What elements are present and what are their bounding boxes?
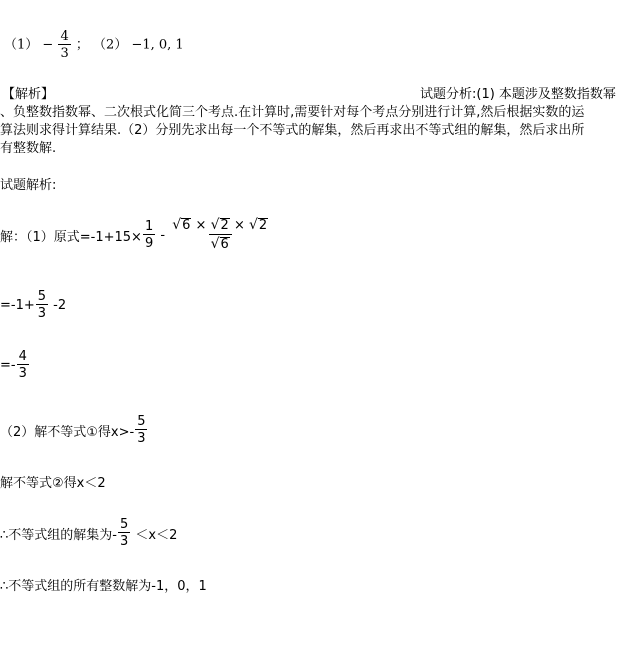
solution-heading: 试题解析:: [0, 178, 57, 193]
radicand: 2: [258, 218, 268, 233]
answer-part1-label: （1）: [4, 37, 39, 53]
solution-step-4: [0, 415, 148, 445]
analysis-line-4: 有整数解.: [0, 141, 57, 156]
radicand: 6: [220, 237, 229, 253]
step1-minus: -: [156, 227, 170, 243]
fraction-numerator: 4: [60, 29, 69, 44]
times-sign: ×: [195, 218, 207, 233]
solution-step-7: ∴不等式组的所有整数解为-1，0，1: [0, 579, 207, 594]
solution-step-1: [0, 218, 271, 253]
minus-sign: −: [42, 37, 54, 53]
sqrt-6: [211, 237, 230, 252]
answer-part2-label: （2）: [93, 37, 128, 53]
fraction-numerator: 4: [18, 349, 27, 364]
analysis-line-2: 、负整数指数幂、二次根式化简三个考点.在计算时,需要针对每个考点分别进行计算,然后根据实数的运: [0, 105, 585, 120]
solution-step-5: 解不等式②得x＜2: [0, 476, 106, 491]
step6-suffix: ＜x＜2: [131, 527, 178, 543]
times-sign: ×: [233, 218, 245, 233]
answer-line: [4, 30, 184, 60]
solution-step-6: [0, 518, 177, 548]
sqrt-6: [172, 218, 191, 233]
fraction-numerator: 5: [119, 517, 129, 532]
solution-step-3: [0, 350, 30, 380]
radicand: 6: [182, 218, 191, 233]
fraction-numerator: 1: [144, 219, 154, 235]
sqrt-2: [249, 218, 268, 233]
radical-denominator: [209, 234, 232, 252]
solution-step-2: [0, 290, 66, 320]
analysis-line-3: 算法则求得计算结果.（2）分别先求出每一个不等式的解集，然后再求出不等式组的解集，然后求出所: [0, 123, 585, 138]
step1-prefix: 解：（1）原式=-1+15×: [0, 229, 142, 245]
fraction-denominator: 9: [144, 236, 154, 252]
radical-numerator: [170, 218, 270, 234]
fraction-1-9: [143, 220, 155, 250]
radical-sign-icon: √: [248, 217, 258, 233]
step3-prefix: =-: [0, 357, 16, 373]
fraction-denominator: 3: [119, 534, 129, 549]
answer-integers: −1, 0, 1: [131, 37, 184, 53]
sqrt-2: [211, 218, 230, 233]
fraction-5-3: [118, 518, 130, 548]
fraction-4-3: [58, 30, 70, 60]
fraction-denominator: 3: [60, 46, 69, 61]
fraction-denominator: 3: [137, 431, 146, 446]
step2-suffix: -2: [49, 297, 67, 313]
fraction-numerator: 5: [137, 414, 146, 429]
radical-sign-icon: √: [210, 236, 220, 253]
fraction-numerator: 5: [37, 289, 47, 304]
step6-prefix: ∴不等式组的解集为-: [0, 527, 117, 543]
fraction-denominator: 3: [18, 366, 27, 381]
fraction-5-3: [36, 290, 48, 320]
radical-sign-icon: √: [172, 217, 182, 233]
fraction-5-3: [135, 415, 147, 445]
fraction-4-3: [17, 350, 29, 380]
separator: ；: [75, 37, 89, 53]
fraction-denominator: 3: [37, 306, 47, 321]
step4-prefix: （2）解不等式①得x>-: [0, 424, 135, 440]
analysis-tag: 【解析】: [2, 87, 55, 102]
radical-sign-icon: √: [210, 217, 220, 233]
radical-fraction: [170, 218, 270, 253]
step2-prefix: =-1+: [0, 297, 35, 313]
radicand: 2: [220, 218, 229, 233]
analysis-intro-right: 试题分析:(1) 本题涉及整数指数幂: [420, 87, 616, 102]
